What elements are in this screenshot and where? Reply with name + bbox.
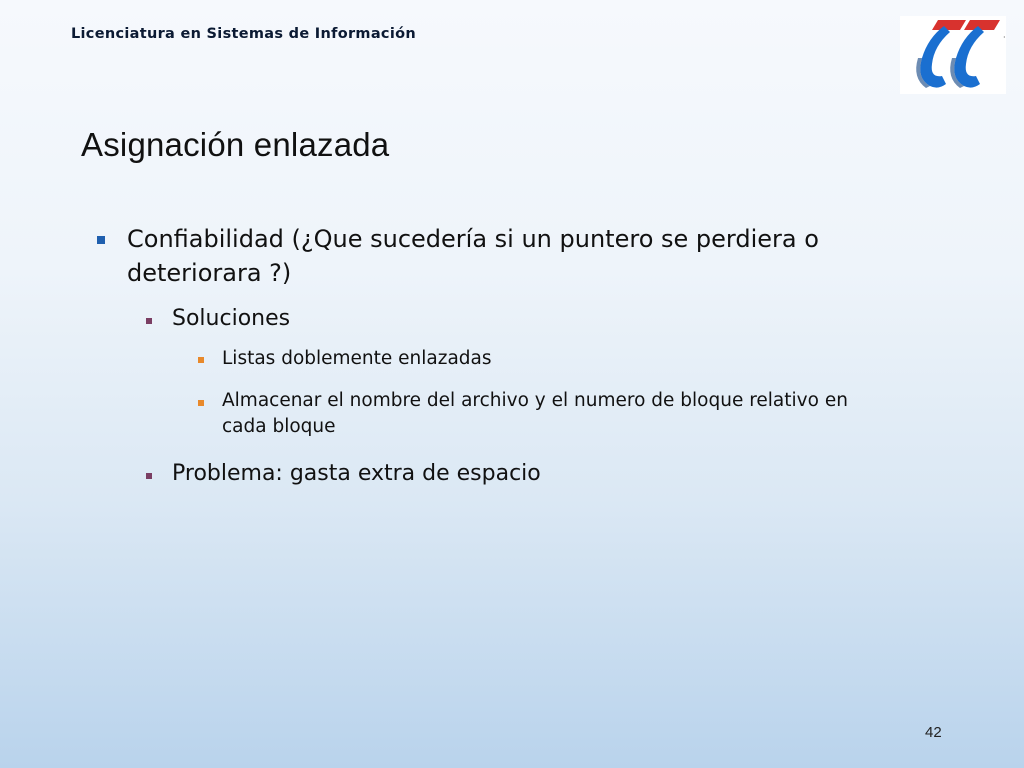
bullet-line: deteriorara ?) [127,259,292,287]
bullet-almacenar [222,388,848,440]
bullet-square-icon [146,473,152,479]
bullet-line: Almacenar el nombre del archivo y el numero de bloque relativo en [222,390,848,411]
bullet-square-icon [198,357,204,363]
slide-title: Asignación enlazada [81,126,390,163]
bullet-problema: Problema: gasta extra de espacio [172,461,541,486]
bullet-soluciones: Soluciones [172,306,291,331]
bullet-square-icon [97,236,105,244]
logo-dot: · [1003,33,1006,42]
bullet-square-icon [146,318,152,324]
bullet-line: Confiabilidad (¿Que sucedería si un puntero se perdiera o [127,225,819,253]
bullet-confiabilidad [127,222,819,290]
header-institution: Licenciatura en Sistemas de Información [71,26,416,42]
bullet-listas-doblemente: Listas doblemente enlazadas [222,348,492,369]
bullet-line: cada bloque [222,416,336,437]
page-number: 42 [925,724,942,741]
bullet-square-icon [198,400,204,406]
